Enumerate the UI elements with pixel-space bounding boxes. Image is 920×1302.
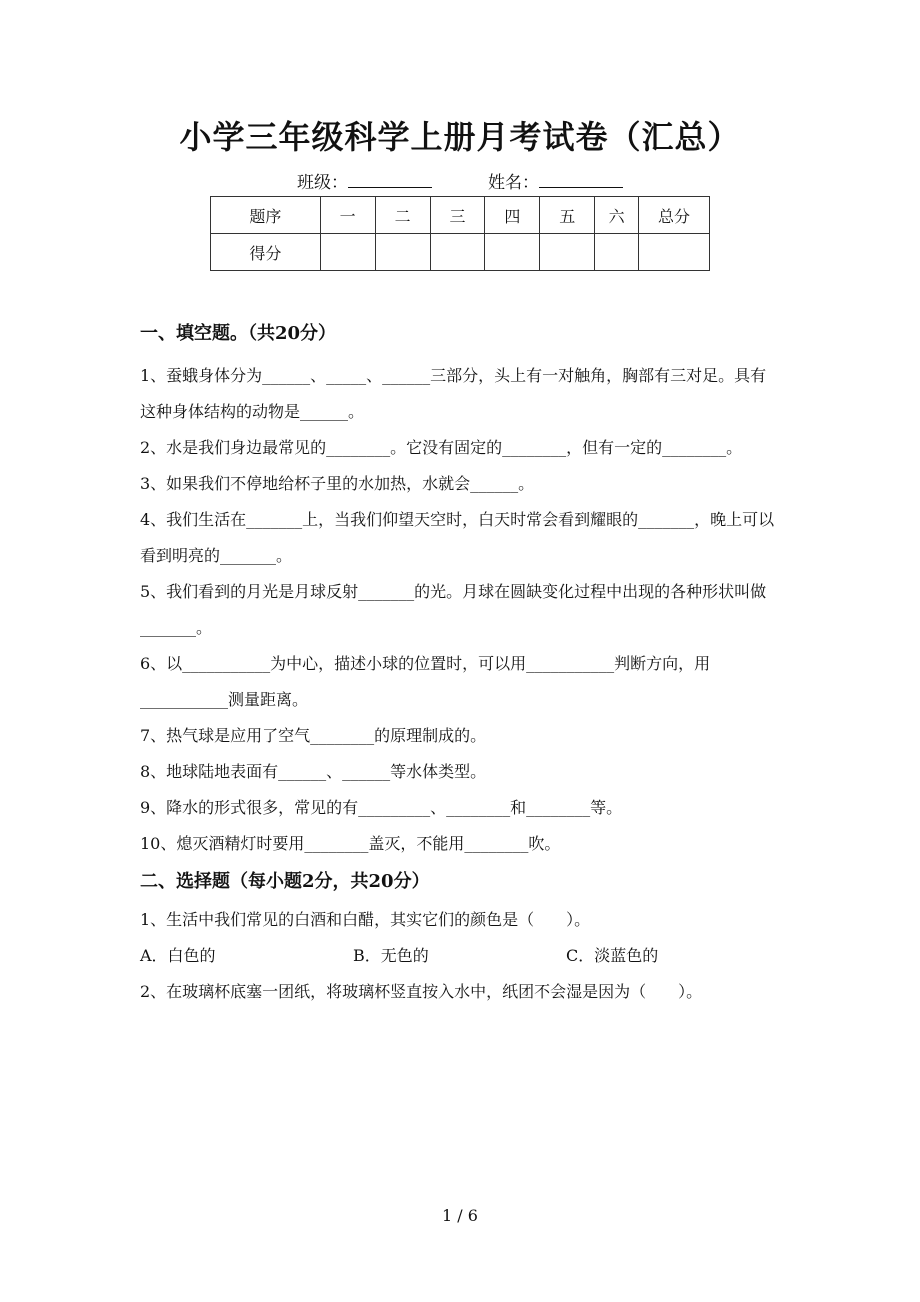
score-cell	[375, 234, 430, 271]
student-info-line	[0, 168, 920, 193]
option-a: A．白色的	[140, 946, 216, 965]
name-blank	[539, 171, 623, 188]
score-cell	[595, 234, 639, 271]
question-item: 1、蚕蛾身体分为______、_____、______三部分，头上有一对触角，胸部有三对足。具有这种身体结构的动物是______。	[140, 366, 767, 421]
header-cell: 总分	[639, 197, 710, 234]
exam-content	[140, 316, 780, 1010]
question-item: 3、如果我们不停地给杯子里的水加热，水就会______。	[140, 474, 535, 493]
score-cell	[540, 234, 595, 271]
question-item: 4、我们生活在_______上，当我们仰望天空时，白天时常会看到耀眼的_______，晚上可以看到明亮的_______。	[140, 510, 775, 565]
score-table-header-row	[211, 197, 710, 234]
question-item: 2、在玻璃杯底塞一团纸，将玻璃杯竖直按入水中，纸团不会湿是因为（ ）。	[140, 982, 703, 1001]
question-item: 6、以___________为中心，描述小球的位置时，可以用___________判断方向，用___________测量距离。	[140, 654, 711, 709]
header-cell: 二	[375, 197, 430, 234]
question-item: 8、地球陆地表面有______、______等水体类型。	[140, 762, 487, 781]
header-cell: 三	[430, 197, 485, 234]
header-cell: 题序	[211, 197, 321, 234]
score-cell	[639, 234, 710, 271]
score-table-score-row	[211, 234, 710, 271]
option-b: B．无色的	[353, 946, 429, 965]
header-cell: 五	[540, 197, 595, 234]
question-item: 10、熄灭酒精灯时要用________盖灭，不能用________吹。	[140, 834, 561, 853]
name-label: 姓名：	[488, 173, 539, 193]
header-cell: 一	[320, 197, 375, 234]
page-number: 1 / 6	[442, 1206, 478, 1225]
question-item: 9、降水的形式很多，常见的有_________、________和________等。	[140, 798, 623, 817]
row-label-cell: 得分	[211, 234, 321, 271]
score-table	[210, 196, 710, 271]
option-c: C．淡蓝色的	[566, 946, 659, 965]
section-heading: 二、选择题（每小题2分，共20分）	[140, 871, 430, 892]
header-cell: 六	[595, 197, 639, 234]
score-cell	[430, 234, 485, 271]
question-item: 1、生活中我们常见的白酒和白醋，其实它们的颜色是（ ）。	[140, 910, 591, 929]
header-cell: 四	[485, 197, 540, 234]
class-blank	[348, 171, 432, 188]
question-item: 5、我们看到的月光是月球反射_______的光。月球在圆缺变化过程中出现的各种形状叫做_______。	[140, 582, 767, 637]
document-title: 小学三年级科学上册月考试卷（汇总）	[179, 118, 741, 156]
class-label: 班级：	[297, 173, 348, 193]
question-item: 2、水是我们身边最常见的________。它没有固定的________，但有一定的________。	[140, 438, 743, 457]
score-cell	[485, 234, 540, 271]
question-item: 7、热气球是应用了空气________的原理制成的。	[140, 726, 487, 745]
section-heading: 一、填空题。（共20分）	[140, 323, 337, 344]
choice-options	[140, 938, 780, 974]
score-cell	[320, 234, 375, 271]
